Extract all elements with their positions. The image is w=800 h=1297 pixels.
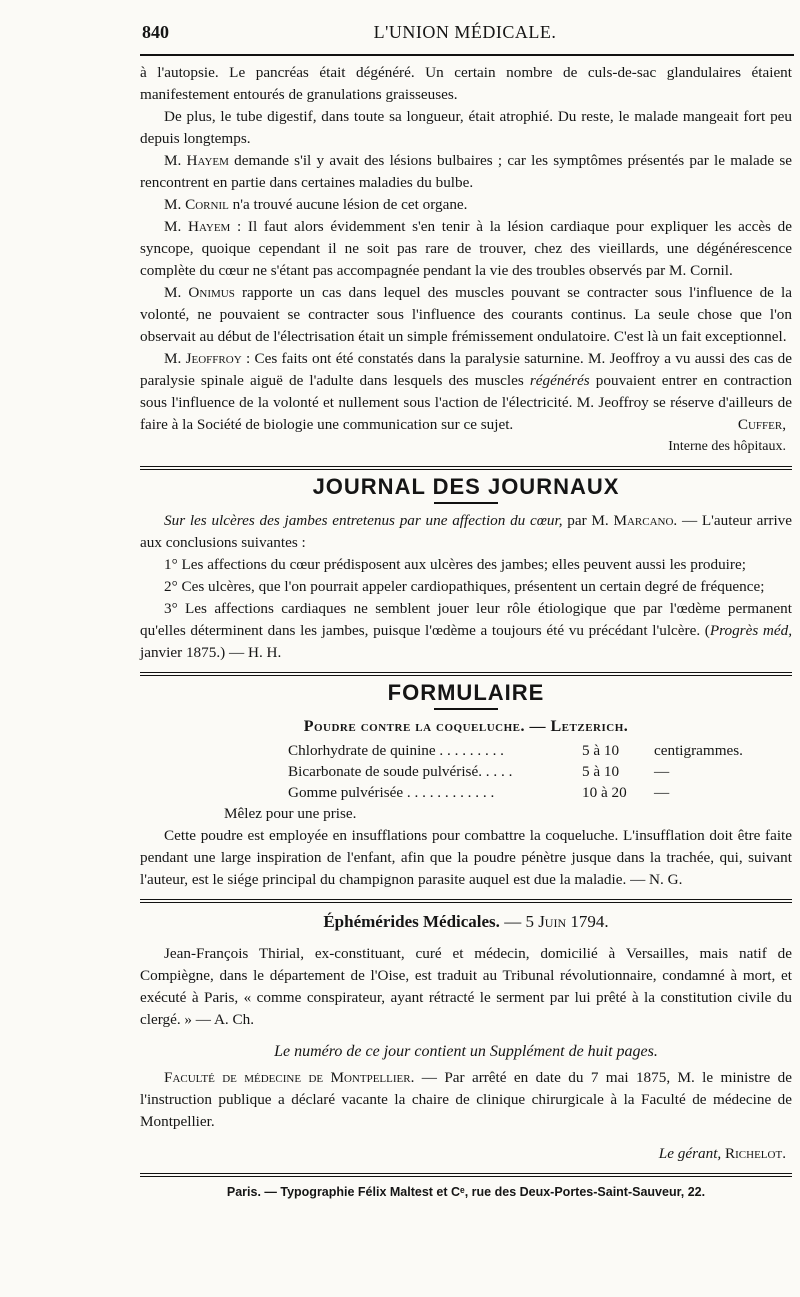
recipe-row [288,761,792,782]
journal-title: L'UNION MÉDICALE. [373,22,557,42]
speaker-name: M. Hayem [164,152,229,169]
article-signature: Cuffer, [737,416,786,433]
page-number: 840 [142,22,169,42]
section-rule [140,466,792,470]
recipe-row [288,782,792,803]
ephemerides-title: Éphémérides Médicales. — 5 Juin 1794. [323,912,609,931]
speaker-name: M. Onimus [164,284,235,301]
footer-rule [140,1173,792,1177]
recipe-list [288,740,792,803]
journal-conclusion: 3° Les affections cardiaques ne semblent jouer leur rôle étiologique que par l'œdème permanent qu'elles déterminent dans les jambes, puisque l'œdème a toujours été vu précédant l'ulcère. (Progrès méd, janvier 1875.) — H. H. [140,600,792,661]
header-rule [140,54,794,56]
article-paragraph: M. Hayem demande s'il y avait des lésions bulbaires ; car les symptômes présentés par le malade se rencontrent en partie dans certaines maladies du bulbe. [140,152,792,191]
article-paragraph: De plus, le tube digestif, dans toute sa longueur, était atrophié. Du reste, le malade mangeait fort peu depuis longtemps. [140,108,792,147]
section-title-formulaire: FORMULAIRE [387,680,545,705]
recipe-ingredient: Bicarbonate de soude pulvérisé. . . . . [288,763,513,780]
section-rule [140,899,792,903]
recipe-unit: — [654,763,670,780]
article-paragraph: à l'autopsie. Le pancréas était dégénéré. Un certain nombre de culs-de-sac glandulaires étaient manifestement entourés de granulations graisseuses. [140,64,792,103]
speaker-name: M. Jeoffroy [164,350,242,367]
page-header [140,22,790,44]
journal-conclusion: 1° Les affections du cœur prédisposent aux ulcères des jambes; elles peuvent aussi les produire; [164,556,746,573]
signature-role: Interne des hôpitaux. [668,439,786,454]
faculte-notice: Faculté de médecine de Montpellier. — Par arrêté en date du 7 mai 1875, M. le ministre de l'instruction publique a déclaré vacante la chaire de clinique chirurgicale à la Faculté de médecine de Montpellier. [140,1069,793,1130]
recipe-quantity: 5 à 10 [582,763,620,780]
section-title-journal: JOURNAL DES JOURNAUX [312,474,620,499]
recipe-quantity: 10 à 20 [582,784,627,801]
supplement-notice: Le numéro de ce jour contient un Supplément de huit pages. [274,1043,658,1060]
recipe-text: Cette poudre est employée en insufflations pour combattre la coqueluche. L'insufflation doit être faite pendant une large inspiration de l'enfant, afin que la poudre pénètre jusque dans la trachée, qui, suivant l'auteur, est le siége principal du champignon parasite auquel est due la maladie. — N. G. [140,827,792,888]
printer-imprint: Paris. — Typographie Félix Maltest et Cᵉ, rue des Deux-Portes-Saint-Sauveur, 22. [226,1185,706,1199]
article-paragraph: M. Jeoffroy : Ces faits ont été constatés dans la paralysie saturnine. M. Jeoffroy a vu aussi des cas de paralysie spinale aiguë de l'adulte dans lesquels des muscles régénérés pouvaient entrer en contraction sous l'influence de la volonté et nullement sous l'action de l'électricité. M. Jeoffroy se réserve d'ailleurs de faire à la Société de biologie une communication sur ce sujet. [140,350,792,433]
speaker-name: M. Hayem [164,218,231,235]
recipe-title: Poudre contre la coqueluche. — Letzerich. [303,718,629,735]
article-paragraph: M. Cornil n'a trouvé aucune lésion de cet organe. [164,196,468,213]
article-paragraph: M. Onimus rapporte un cas dans lequel des muscles pouvant se contracter sous l'influence de la volonté, ne pouvaient se contracter sous l'influence des courants continus. La seule chose que l'on observait au début de l'électrisation était un simple frémissement ondulatoire. C'est là un fait exceptionnel. [140,284,792,345]
ephemerides-text: Jean-François Thirial, ex-constituant, curé et médecin, domicilié à Versailles, mais natif de Compiègne, dans le département de l'Oise, est traduit au Tribunal révolutionnaire, condamné à mort, et exécuté à Paris, « comme conspirateur, ayant rétracté le serment par lui prêté à la constitution civile du clergé. » — A. Ch. [140,945,792,1028]
recipe-row [288,740,792,761]
recipe-unit: centigrammes. [654,742,743,759]
recipe-instruction: Mêlez pour une prise. [224,805,357,822]
recipe-quantity: 5 à 10 [582,742,620,759]
recipe-unit: — [654,784,670,801]
journal-lead: Sur les ulcères des jambes entretenus par une affection du cœur, par M. Marcano. — L'auteur arrive aux conclusions suivantes : [140,512,793,551]
article-paragraph: M. Hayem : Il faut alors évidemment s'en tenir à la lésion cardiaque pour expliquer les accès de syncope, quoique cependant il ne soit pas rare de trouver, chez des vieillards, une dégénérescence complète du cœur ne s'étant pas accompagnée pendant la vie des troubles observés par M. Cornil. [140,218,792,279]
section-rule [140,672,792,676]
journal-conclusion: 2° Ces ulcères, que l'on pourrait appeler cardiopathiques, présentent un certain degré de fréquence; [164,578,765,595]
recipe-ingredient: Chlorhydrate de quinine . . . . . . . . . [288,742,504,759]
title-underline [434,708,498,710]
gerant-signature: Le gérant, Richelot. [658,1145,786,1162]
speaker-name: M. Cornil [164,196,229,213]
title-underline [434,502,498,504]
recipe-ingredient: Gomme pulvérisée . . . . . . . . . . . . [288,784,495,801]
page-body [140,62,792,1203]
